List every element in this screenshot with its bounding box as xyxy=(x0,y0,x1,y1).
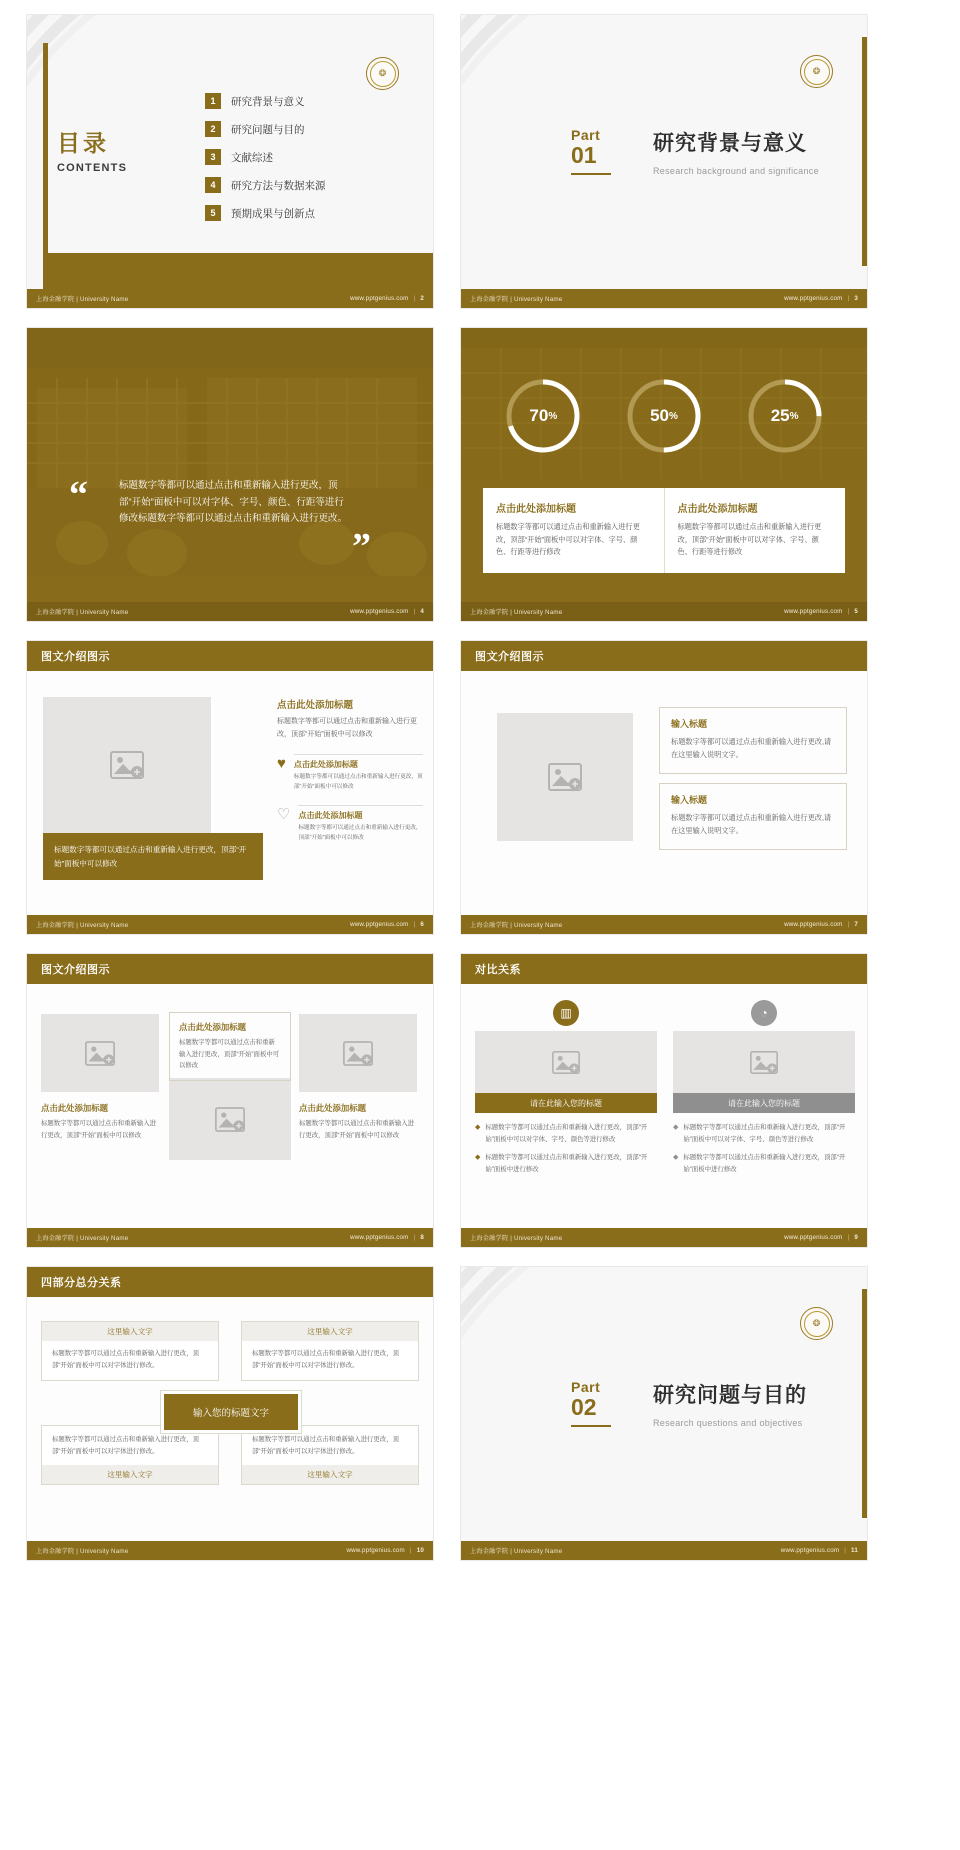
slide-footer xyxy=(461,1228,867,1247)
quote-close-icon: ” xyxy=(352,526,371,568)
footer-site: www.pptgenius.com xyxy=(350,295,409,302)
accent-band-right xyxy=(862,1289,867,1518)
page-number: 6 xyxy=(420,921,424,928)
footer-site: www.pptgenius.com xyxy=(350,1234,409,1241)
donut-chart xyxy=(745,376,825,456)
quad-box[interactable] xyxy=(241,1425,419,1485)
item-label: 研究背景与意义 xyxy=(231,95,305,108)
slide-footer xyxy=(27,602,433,621)
slide-comparison[interactable] xyxy=(460,953,868,1248)
box-title: 点击此处添加标题 xyxy=(41,1103,108,1113)
university-emblem-icon: ❂ xyxy=(800,1307,833,1340)
text-box[interactable] xyxy=(659,783,847,850)
item-number: 5 xyxy=(205,205,221,221)
page-number: 8 xyxy=(420,1234,424,1241)
bullet-text: 标题数字等都可以通过点击和重新输入进行更改，顶部“开始”面板中进行修改 xyxy=(683,1154,846,1173)
left-text-block[interactable] xyxy=(41,1102,159,1141)
bullet-text: 标题数字等都可以通过点击和重新输入进行更改，顶部“开始”面板中可以对字体、字号、颜色等进行修改 xyxy=(485,1124,648,1143)
footer-org: 上海金融学院 | University Name xyxy=(36,296,129,303)
list-item[interactable] xyxy=(205,93,326,109)
stat-card-title: 点击此处添加标题 xyxy=(496,504,576,515)
part-label: Part xyxy=(571,1379,601,1395)
emblem-wrap xyxy=(800,1307,833,1340)
box-body: 标题数字等都可以通过点击和重新输入进行更改，顶部“开始”面板中可以修改 xyxy=(179,1039,280,1070)
page-number: 2 xyxy=(420,295,424,302)
list-item[interactable] xyxy=(205,149,326,165)
donut-unit: % xyxy=(668,410,678,422)
donut-value xyxy=(624,376,704,456)
center-title-box[interactable]: 输入您的标题文字 xyxy=(161,1391,301,1433)
accent-band-left xyxy=(43,43,48,253)
footer-org: 上海金融学院 | University Name xyxy=(470,609,563,616)
quad-caption: 这里输入文字 xyxy=(42,1322,218,1341)
slide-picture-text-2[interactable] xyxy=(460,640,868,935)
box-title: 点击此处添加标题 xyxy=(299,1103,366,1113)
university-emblem-icon: ❂ xyxy=(366,57,399,90)
page-number: 10 xyxy=(416,1547,424,1554)
box-body: 标题数字等都可以通过点击和重新输入进行更改,请在这里输入说明文字。 xyxy=(671,813,832,836)
stat-card-body: 标题数字等都可以通过点击和重新输入进行更改，顶部“开始”面板中可以对字体、字号、颜色、行距等进行修改 xyxy=(677,522,822,557)
item-label: 研究方法与数据来源 xyxy=(231,179,326,192)
accent-band-right xyxy=(862,37,867,266)
slide-quote[interactable] xyxy=(26,327,434,622)
accent-band-bottom xyxy=(43,253,433,289)
item-number: 3 xyxy=(205,149,221,165)
campus-photo-background xyxy=(461,328,867,621)
comparison-bar-label: 请在此输入您的标题 xyxy=(475,1093,657,1113)
image-placeholder[interactable] xyxy=(497,713,633,841)
donut-chart-group xyxy=(461,376,867,456)
donut-number: 25 xyxy=(770,406,790,425)
part-label-block xyxy=(571,1379,611,1427)
slide-footer xyxy=(27,1228,433,1247)
footer-separator: | xyxy=(847,295,850,302)
text-box[interactable] xyxy=(659,707,847,774)
donut-chart xyxy=(624,376,704,456)
list-item xyxy=(475,1152,657,1175)
quad-caption: 这里输入文字 xyxy=(242,1322,418,1341)
image-caption: 标题数字等都可以通过点击和重新输入进行更改，顶部“开始”面板中可以修改 xyxy=(43,833,263,880)
quad-body: 标题数字等都可以通过点击和重新输入进行更改，顶部“开始”面板中可以对字体进行修改。 xyxy=(52,1350,199,1369)
quad-caption: 这里输入文字 xyxy=(42,1465,218,1484)
footer-org: 上海金融学院 | University Name xyxy=(36,1548,129,1555)
box-title: 输入标题 xyxy=(671,719,708,729)
donut-value xyxy=(745,376,825,456)
footer-site: www.pptgenius.com xyxy=(784,608,843,615)
part-label: Part xyxy=(571,127,601,143)
stat-card-title: 点击此处添加标题 xyxy=(677,504,758,515)
footer-org: 上海金融学院 | University Name xyxy=(470,296,563,303)
image-placeholder[interactable] xyxy=(475,1031,657,1093)
footer-site: www.pptgenius.com xyxy=(780,1547,840,1554)
stat-card[interactable] xyxy=(664,488,846,573)
contents-list xyxy=(205,93,326,221)
part-title-block xyxy=(653,127,819,176)
sub-body: 标题数字等都可以通过点击和重新输入进行更改，顶部“开始”面板中可以修改 xyxy=(293,774,423,790)
bullet-icon: ◆ xyxy=(673,1154,679,1162)
stat-card-body: 标题数字等都可以通过点击和重新输入进行更改，顶部“开始”面板中可以对字体、字号、颜色、行距等进行修改 xyxy=(496,522,640,557)
bullet-icon: ◆ xyxy=(475,1154,481,1162)
sub-body: 标题数字等都可以通过点击和重新输入进行更改，顶部“开始”面板中可以修改 xyxy=(298,825,422,841)
part-underline xyxy=(571,1425,611,1427)
page-number: 3 xyxy=(854,295,858,302)
slide-footer xyxy=(27,1541,433,1560)
box-body: 标题数字等都可以通过点击和重新输入进行更改,请在这里输入说明文字。 xyxy=(671,737,832,760)
quad-body: 标题数字等都可以通过点击和重新输入进行更改，顶部“开始”面板中可以对字体进行修改。 xyxy=(52,1436,199,1455)
slide-header: 四部分总分关系 xyxy=(27,1267,433,1297)
main-body: 标题数字等都可以通过点击和重新输入进行更改，顶部“开始”面板中可以修改 xyxy=(277,718,417,738)
part-number: 01 xyxy=(571,142,597,168)
sub-item[interactable] xyxy=(277,754,423,792)
contents-title xyxy=(57,125,127,174)
quad-box[interactable] xyxy=(41,1425,219,1485)
slide-part-01[interactable] xyxy=(460,14,868,309)
slide-header: 图文介绍图示 xyxy=(27,641,433,671)
slide-footer xyxy=(27,289,433,308)
quad-box[interactable] xyxy=(241,1321,419,1381)
comparison-bar-label: 请在此输入您的标题 xyxy=(673,1093,855,1113)
bullet-icon: ◆ xyxy=(673,1124,679,1131)
donut-unit: % xyxy=(548,410,558,422)
part-title-en: Research questions and objectives xyxy=(653,1418,803,1428)
page-number: 11 xyxy=(851,1547,858,1554)
stat-cards xyxy=(483,488,845,573)
footer-separator: | xyxy=(409,1547,412,1554)
bullet-text: 标题数字等都可以通过点击和重新输入进行更改，顶部“开始”面板中进行修改 xyxy=(485,1154,648,1173)
footer-separator: | xyxy=(847,608,850,615)
list-item[interactable] xyxy=(205,121,326,137)
slide-footer xyxy=(461,289,867,308)
item-number: 1 xyxy=(205,93,221,109)
footer-site: www.pptgenius.com xyxy=(784,1234,843,1241)
part-title-cn: 研究问题与目的 xyxy=(653,1384,807,1407)
slide-footer xyxy=(461,602,867,621)
university-emblem-icon: ❂ xyxy=(800,55,833,88)
box-title: 输入标题 xyxy=(671,795,708,805)
list-item xyxy=(475,1122,657,1145)
comparison-left xyxy=(475,1000,657,1182)
footer-org: 上海金融学院 | University Name xyxy=(36,922,129,929)
part-title-cn: 研究背景与意义 xyxy=(653,132,807,155)
right-text-block[interactable] xyxy=(299,1102,417,1141)
item-label: 文献综述 xyxy=(231,151,273,164)
center-text-box[interactable] xyxy=(169,1012,291,1081)
part-number: 02 xyxy=(571,1394,597,1420)
image-placeholder[interactable] xyxy=(673,1031,855,1093)
slide-header: 图文介绍图示 xyxy=(27,954,433,984)
slide-header: 图文介绍图示 xyxy=(461,641,867,671)
donut-unit: % xyxy=(789,410,799,422)
item-number: 2 xyxy=(205,121,221,137)
bullet-list xyxy=(673,1122,855,1175)
slide-contents[interactable] xyxy=(26,14,434,309)
slide-picture-text-1[interactable] xyxy=(26,640,434,935)
donut-number: 50 xyxy=(650,406,669,425)
slide-picture-text-3[interactable] xyxy=(26,953,434,1248)
footer-separator: | xyxy=(413,921,416,928)
footer-org: 上海金融学院 | University Name xyxy=(36,1235,129,1242)
quote-open-icon: “ xyxy=(69,474,88,516)
page-number: 4 xyxy=(420,608,424,615)
footer-org: 上海金融学院 | University Name xyxy=(470,1235,563,1242)
donut-chart xyxy=(503,376,583,456)
quote-text: 标题数字等都可以通过点击和重新输入进行更改，顶部“开始”面板中可以对字体、字号、颜色、行距等进行修改标题数字等都可以通过点击和重新输入进行更改。 xyxy=(119,480,348,525)
emblem-wrap xyxy=(800,55,833,88)
footer-site: www.pptgenius.com xyxy=(350,921,409,928)
part-title-block xyxy=(653,1379,807,1428)
page-number: 9 xyxy=(854,1234,858,1241)
footer-separator: | xyxy=(847,1234,850,1241)
slide-part-02[interactable] xyxy=(460,1266,868,1561)
donut-number: 70 xyxy=(529,406,549,425)
bullet-text: 标题数字等都可以通过点击和重新输入进行更改，顶部“开始”面板中可以对字体、字号、颜色等进行修改 xyxy=(683,1124,846,1143)
list-item xyxy=(673,1152,855,1175)
footer-separator: | xyxy=(413,295,416,302)
pie-chart-icon: ◔ xyxy=(751,1000,777,1026)
slide-footer xyxy=(461,1541,867,1560)
image-placeholder[interactable] xyxy=(169,1078,291,1160)
heart-icon: ♥ xyxy=(277,755,286,773)
box-body: 标题数字等都可以通过点击和重新输入进行更改，顶部“开始”面板中可以修改 xyxy=(41,1120,157,1139)
bullet-list xyxy=(475,1122,657,1175)
footer-site: www.pptgenius.com xyxy=(350,608,409,615)
slide-statistics[interactable] xyxy=(460,327,868,622)
page-number: 5 xyxy=(854,608,858,615)
bullet-icon: ◆ xyxy=(475,1124,481,1131)
part-underline xyxy=(571,173,611,175)
footer-separator: | xyxy=(844,1547,847,1554)
part-label-block xyxy=(571,127,611,175)
sub-title: 点击此处添加标题 xyxy=(293,760,358,770)
quad-caption: 这里输入文字 xyxy=(242,1465,418,1484)
emblem-wrap xyxy=(366,57,399,90)
slide-footer xyxy=(27,915,433,934)
footer-site: www.pptgenius.com xyxy=(784,921,843,928)
footer-site: www.pptgenius.com xyxy=(784,295,843,302)
broken-heart-icon: ♡ xyxy=(277,806,291,824)
stat-card[interactable] xyxy=(483,488,664,573)
image-placeholder[interactable] xyxy=(41,1014,159,1092)
footer-site: www.pptgenius.com xyxy=(346,1547,405,1554)
list-item[interactable] xyxy=(205,177,326,193)
slide-footer xyxy=(461,915,867,934)
item-label: 研究问题与目的 xyxy=(231,123,305,136)
quad-body: 标题数字等都可以通过点击和重新输入进行更改，顶部“开始”面板中可以对字体进行修改。 xyxy=(252,1436,399,1455)
main-title: 点击此处添加标题 xyxy=(277,700,354,711)
donut-value xyxy=(503,376,583,456)
quad-box[interactable] xyxy=(41,1321,219,1381)
quad-body: 标题数字等都可以通过点击和重新输入进行更改，顶部“开始”面板中可以对字体进行修改。 xyxy=(252,1350,399,1369)
list-item xyxy=(673,1122,855,1145)
image-placeholder[interactable] xyxy=(43,697,211,833)
sub-title: 点击此处添加标题 xyxy=(298,811,363,821)
sub-item[interactable] xyxy=(277,805,423,843)
footer-separator: | xyxy=(847,921,850,928)
footer-org: 上海金融学院 | University Name xyxy=(470,1548,563,1555)
contents-title-en: CONTENTS xyxy=(57,162,128,174)
footer-org: 上海金融学院 | University Name xyxy=(470,922,563,929)
contents-title-cn: 目录 xyxy=(57,130,109,156)
slide-four-part[interactable] xyxy=(26,1266,434,1561)
slide-header: 对比关系 xyxy=(461,954,867,984)
right-column xyxy=(277,697,423,843)
item-label: 预期成果与创新点 xyxy=(231,207,315,220)
bar-chart-icon: ▥ xyxy=(553,1000,579,1026)
list-item[interactable] xyxy=(205,205,326,221)
page-number: 7 xyxy=(854,921,858,928)
footer-separator: | xyxy=(413,1234,416,1241)
box-title: 点击此处添加标题 xyxy=(179,1022,246,1032)
footer-separator: | xyxy=(413,608,416,615)
item-number: 4 xyxy=(205,177,221,193)
part-title-en: Research background and significance xyxy=(653,166,819,176)
box-body: 标题数字等都可以通过点击和重新输入进行更改，顶部“开始”面板中可以修改 xyxy=(299,1120,415,1139)
comparison-right xyxy=(673,1000,855,1182)
image-placeholder[interactable] xyxy=(299,1014,417,1092)
footer-org: 上海金融学院 | University Name xyxy=(36,609,129,616)
